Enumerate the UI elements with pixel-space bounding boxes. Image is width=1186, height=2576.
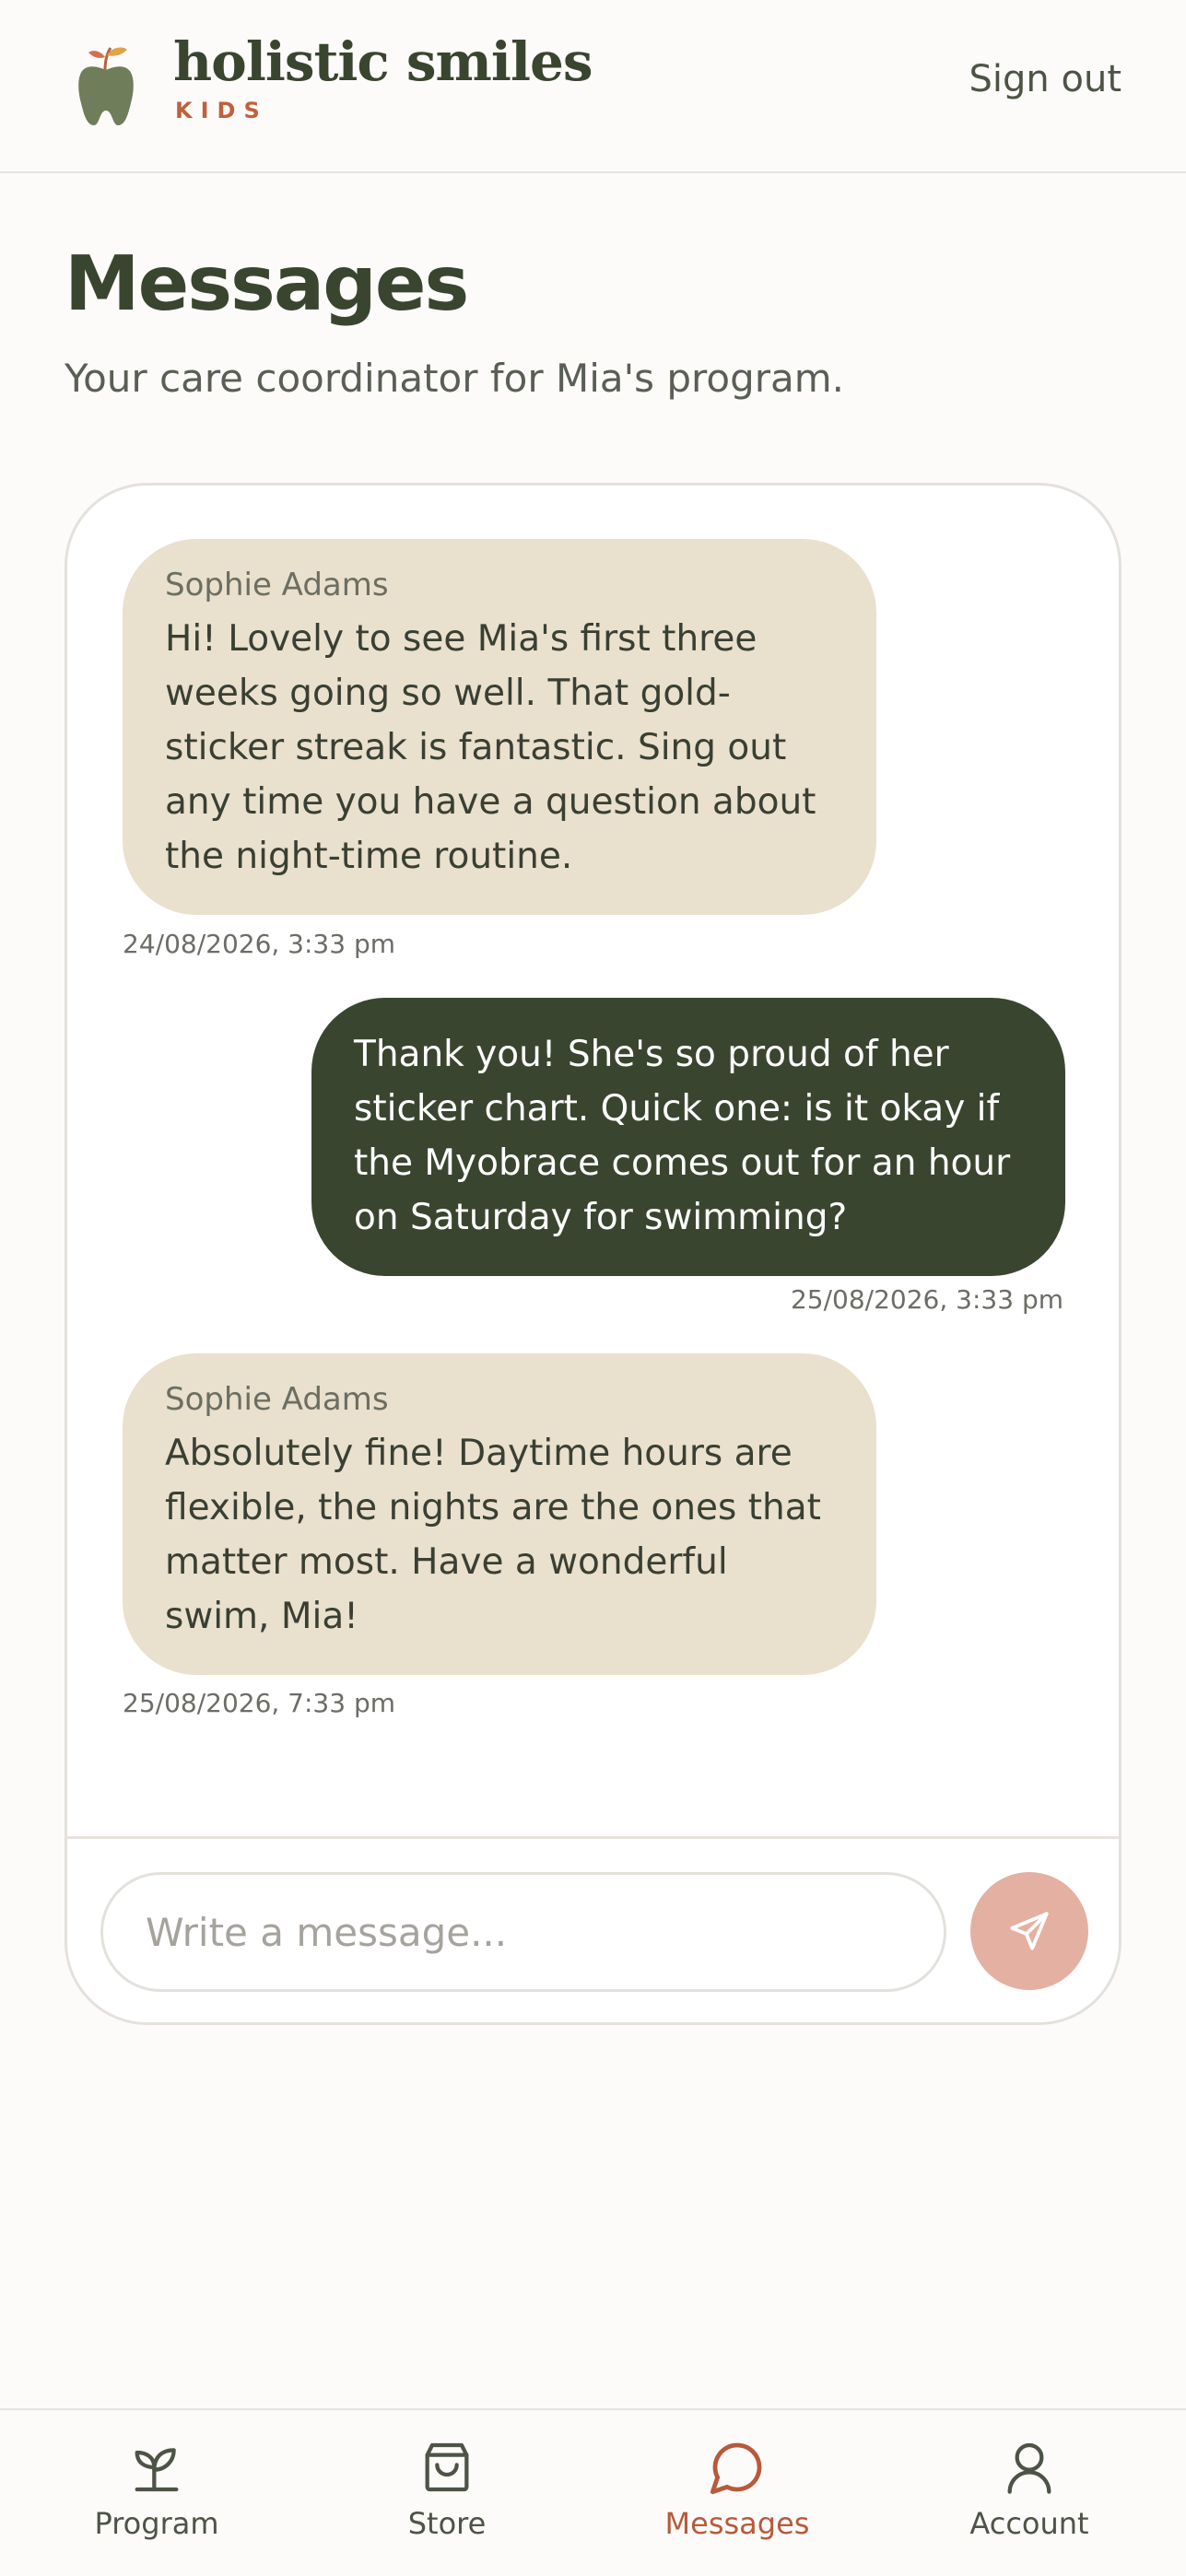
nav-label: Store bbox=[407, 2506, 487, 2541]
message-input[interactable] bbox=[100, 1872, 946, 1992]
user-icon bbox=[1000, 2438, 1059, 2497]
send-icon bbox=[1006, 1908, 1052, 1954]
message-text: Absolutely fine! Daytime hours are flexible, the nights are the ones that matter most. Have a wonderful swim, Mia! bbox=[165, 1433, 821, 1638]
tooth-logo-icon[interactable] bbox=[74, 42, 138, 129]
nav-label: Messages bbox=[664, 2506, 810, 2541]
page-subtitle: Your care coordinator for Mia's program. bbox=[65, 356, 845, 401]
app-header bbox=[0, 0, 1186, 173]
send-button[interactable] bbox=[970, 1872, 1088, 1990]
message-text: Hi! Lovely to see Mia's first three weeks going so well. That gold-sticker streak is fantastic. Sing out any time you have a question about the night-time routine. bbox=[165, 618, 816, 878]
sign-out-button[interactable]: Sign out bbox=[969, 58, 1121, 100]
nav-label: Program bbox=[94, 2506, 219, 2541]
nav-item-program[interactable] bbox=[55, 2410, 258, 2576]
nav-item-store[interactable] bbox=[346, 2410, 548, 2576]
nav-item-messages[interactable] bbox=[636, 2410, 839, 2576]
message-text: Thank you! She's so proud of her sticker chart. Quick one: is it okay if the Myobrace comes out for an hour on Saturday for swimming? bbox=[354, 1034, 1011, 1238]
brand-name: holistic smiles bbox=[173, 30, 593, 93]
brand-subtitle: KIDS bbox=[175, 98, 268, 123]
chat-bubble-icon bbox=[708, 2438, 767, 2497]
message-sender: Sophie Adams bbox=[165, 1381, 389, 1418]
message-timestamp: 25/08/2026, 3:33 pm bbox=[790, 1284, 1063, 1315]
message-timestamp: 24/08/2026, 3:33 pm bbox=[123, 929, 396, 959]
chat-panel bbox=[65, 483, 1121, 2025]
compose-bar bbox=[67, 1836, 1119, 2025]
nav-label: Account bbox=[969, 2506, 1089, 2541]
message-sender: Sophie Adams bbox=[165, 567, 389, 603]
page-title: Messages bbox=[65, 240, 468, 328]
nav-item-account[interactable] bbox=[928, 2410, 1131, 2576]
incoming-message-bubble bbox=[123, 1353, 876, 1675]
sprout-icon bbox=[127, 2438, 186, 2497]
outgoing-message-bubble bbox=[311, 998, 1065, 1276]
incoming-message-bubble bbox=[123, 539, 876, 915]
message-timestamp: 25/08/2026, 7:33 pm bbox=[123, 1688, 396, 1718]
bottom-nav bbox=[0, 2408, 1186, 2576]
shopping-bag-icon bbox=[417, 2438, 476, 2497]
